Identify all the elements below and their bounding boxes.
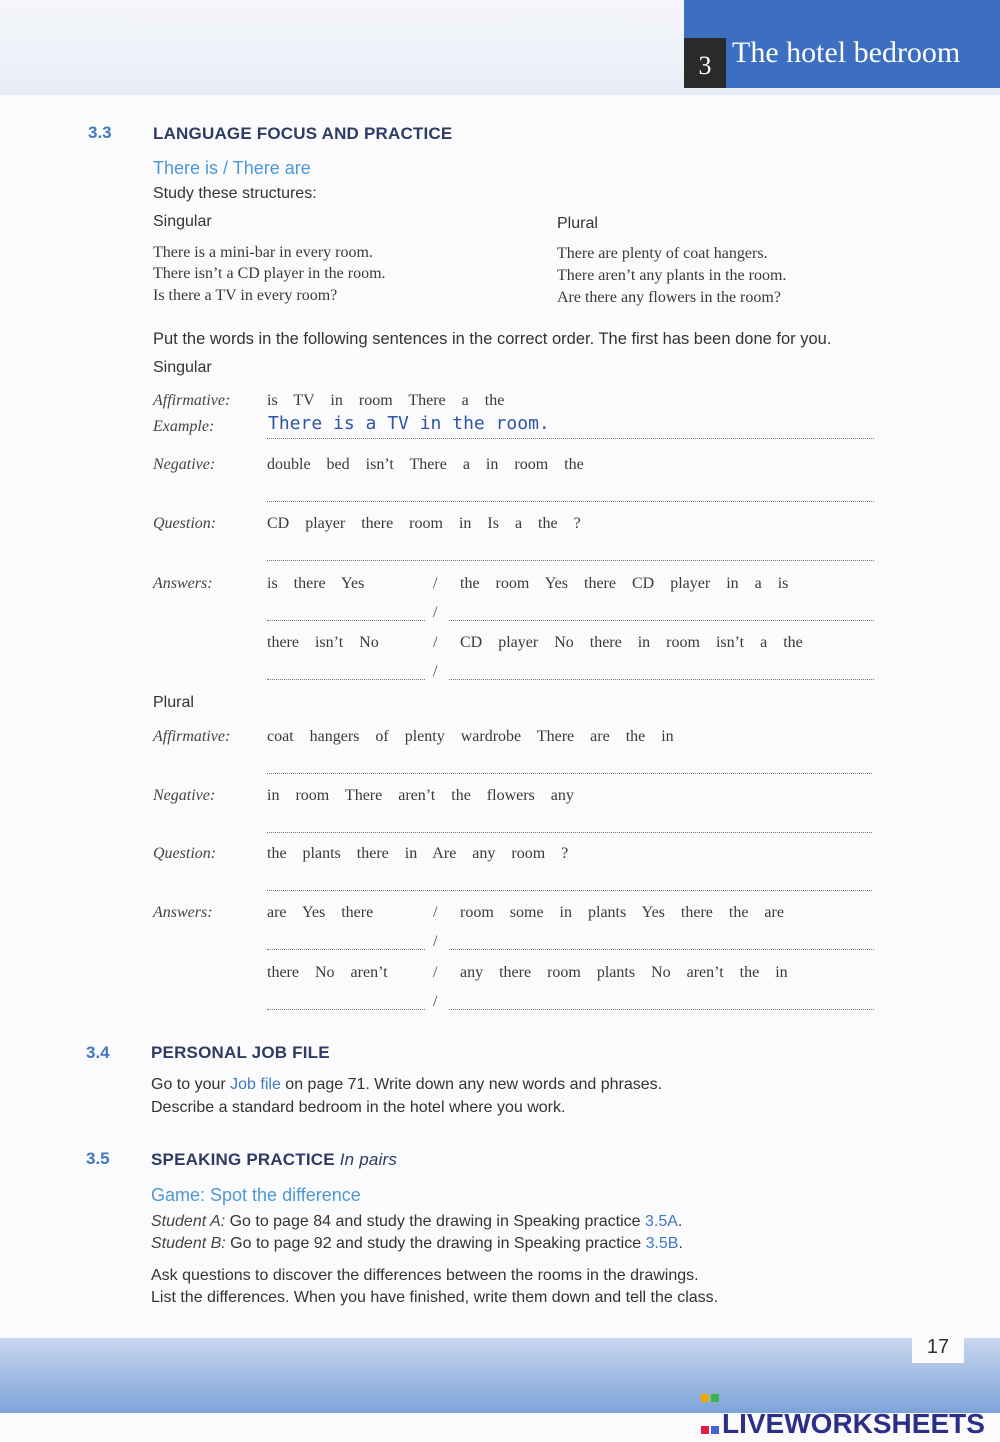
scrambled-words: double bed isn’t There a in room the (267, 456, 584, 473)
scrambled-words: any there room plants No aren’t the in (460, 964, 788, 981)
answer-line[interactable] (449, 1009, 874, 1010)
slash-separator: / (433, 575, 438, 592)
label-question: Question: (153, 515, 217, 532)
subtitle-there-is-there-are: There is / There are (153, 158, 311, 178)
slash-separator: / (433, 933, 438, 950)
answer-line[interactable] (449, 620, 874, 621)
reference-3-5a[interactable]: 3.5A (644, 1213, 678, 1230)
speaking-practice-title: SPEAKING PRACTICE (151, 1150, 335, 1169)
liveworksheets-logo (700, 1378, 985, 1440)
singular-structure-line: There isn’t a CD player in the room. (153, 265, 386, 282)
study-structures-intro: Study these structures: (153, 185, 317, 202)
slash-separator: / (433, 663, 438, 680)
scrambled-words: room some in plants Yes there the are (460, 904, 784, 921)
job-file-text: Go to your (151, 1076, 231, 1093)
plural-heading: Plural (557, 215, 598, 232)
speaking-closing-line: List the differences. When you have finished, write them down and tell the class. (151, 1289, 719, 1306)
answer-line[interactable] (267, 832, 872, 833)
exercise-instruction: Put the words in the following sentences in the correct order. The first has been done for you. (153, 330, 832, 348)
answer-line[interactable] (449, 949, 874, 950)
label-affirmative: Affirmative: (153, 728, 231, 745)
slash-separator: / (433, 904, 438, 921)
answer-line[interactable] (449, 679, 874, 680)
scrambled-words: is TV in room There a the (267, 392, 505, 409)
slash-separator: / (433, 634, 438, 651)
job-file-description: Describe a standard bedroom in the hotel where you work. (151, 1099, 566, 1116)
in-pairs-label: In pairs (339, 1150, 398, 1169)
scrambled-words: coat hangers of plenty wardrobe There are the in (267, 728, 674, 745)
exercise-singular-heading: Singular (153, 359, 212, 376)
exercise-plural-heading: Plural (153, 694, 194, 711)
reference-3-5b[interactable]: 3.5B (645, 1235, 679, 1252)
game-subtitle: Game: Spot the difference (151, 1185, 361, 1205)
label-negative: Negative: (153, 456, 216, 473)
scrambled-words: CD player there room in Is a the ? (267, 515, 581, 532)
student-a-instruction: Student A: Go to page 84 and study the drawing in Speaking practice 3.5A. (151, 1213, 683, 1230)
section-title-3-3: LANGUAGE FOCUS AND PRACTICE (153, 124, 453, 143)
label-example: Example: (153, 418, 215, 435)
section-title-3-4: PERSONAL JOB FILE (151, 1043, 330, 1062)
job-file-instruction (151, 1076, 662, 1094)
student-b-label: Student B: (151, 1235, 226, 1252)
slash-separator: / (433, 964, 438, 981)
section-number-3-4: 3.4 (86, 1043, 110, 1062)
answer-line (267, 438, 874, 439)
slash-separator: / (433, 993, 438, 1010)
job-file-link[interactable]: Job file (230, 1076, 281, 1093)
answer-line[interactable] (267, 773, 872, 774)
label-answers: Answers: (153, 904, 213, 921)
student-a-label: Student A: (151, 1213, 226, 1230)
label-affirmative: Affirmative: (153, 392, 231, 409)
answer-line[interactable] (267, 620, 425, 621)
answer-line[interactable] (267, 949, 425, 950)
plural-structure-line: There aren’t any plants in the room. (557, 267, 787, 284)
scrambled-words: there No aren’t (267, 964, 388, 981)
watermark-text: LIVEWORKSHEETS (722, 1408, 985, 1439)
plural-structure-line: Are there any flowers in the room? (557, 289, 781, 306)
scrambled-words: in room There aren’t the flowers any (267, 787, 574, 804)
job-file-text: on page 71. Write down any new words and phrases. (280, 1076, 663, 1093)
scrambled-words: the plants there in Are any room ? (267, 845, 569, 862)
scrambled-words: are Yes there (267, 904, 374, 921)
answer-line[interactable] (267, 679, 425, 680)
answer-line[interactable] (267, 560, 874, 561)
label-negative: Negative: (153, 787, 216, 804)
singular-structure-line: There is a mini-bar in every room. (153, 244, 373, 261)
student-a-text: Go to page 84 and study the drawing in Speaking practice (229, 1213, 645, 1230)
student-b-text: Go to page 92 and study the drawing in Speaking practice (230, 1235, 646, 1252)
answer-line[interactable] (267, 501, 874, 502)
scrambled-words: the room Yes there CD player in a is (460, 575, 789, 592)
plural-structure-line: There are plenty of coat hangers. (557, 245, 768, 262)
example-answer: There is a TV in the room. (268, 413, 550, 434)
section-title-3-5 (151, 1150, 397, 1170)
student-b-instruction: Student B: Go to page 92 and study the drawing in Speaking practice 3.5B. (151, 1235, 683, 1252)
scrambled-words: CD player No there in room isn’t a the (460, 634, 803, 651)
page-number: 17 (912, 1331, 964, 1363)
section-number-3-3: 3.3 (88, 123, 112, 142)
singular-heading: Singular (153, 213, 212, 230)
chapter-title: The hotel bedroom (732, 36, 961, 69)
scrambled-words: there isn’t No (267, 634, 379, 651)
singular-structure-line: Is there a TV in every room? (153, 287, 338, 304)
slash-separator: / (433, 604, 438, 621)
label-answers: Answers: (153, 575, 213, 592)
logo-grid-icon (700, 1378, 720, 1398)
scrambled-words: is there Yes (267, 575, 365, 592)
section-number-3-5: 3.5 (86, 1149, 110, 1168)
chapter-number: 3 (684, 38, 726, 88)
answer-line[interactable] (267, 890, 872, 891)
speaking-closing-line: Ask questions to discover the differences between the rooms in the drawings. (151, 1267, 699, 1284)
answer-line[interactable] (267, 1009, 425, 1010)
label-question: Question: (153, 845, 217, 862)
